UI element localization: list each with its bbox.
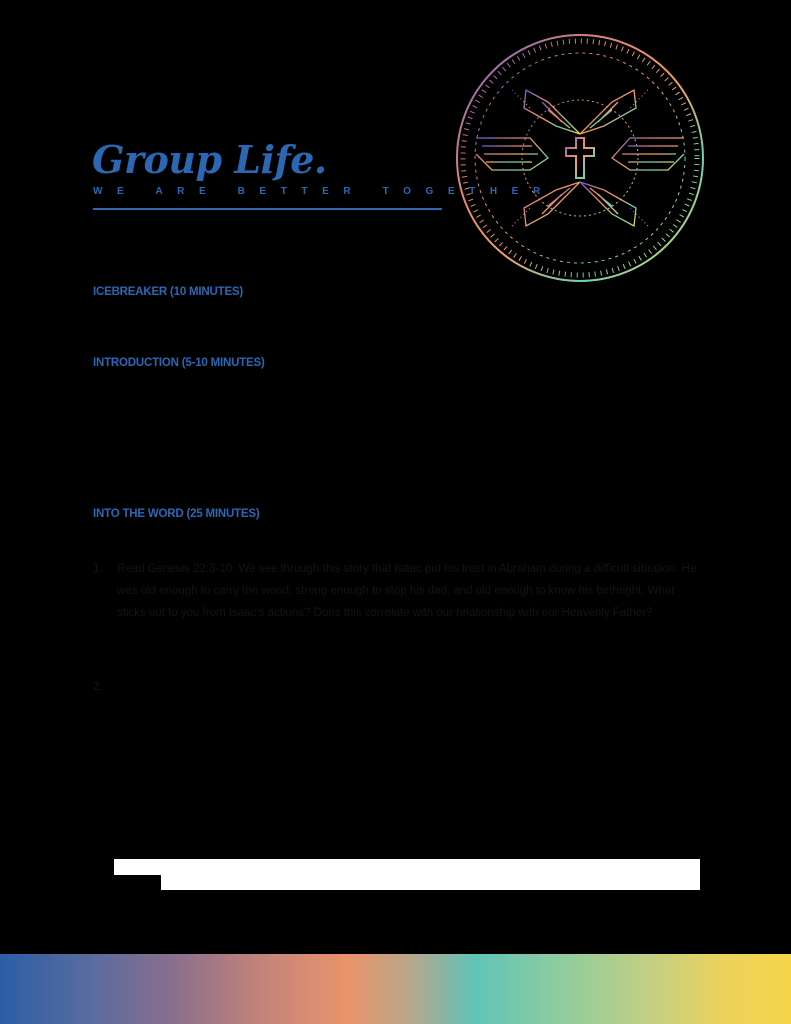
brand-subtitle: WE ARE BETTER TOGETHER <box>93 186 555 197</box>
blank-text-block <box>161 874 700 890</box>
blank-text-block <box>114 859 700 875</box>
into-the-word-heading: INTO THE WORD (25 MINUTES) <box>93 508 260 520</box>
brand-divider <box>93 208 442 210</box>
footer-gradient-band <box>0 954 791 1024</box>
icebreaker-heading: ICEBREAKER (10 MINUTES) <box>93 286 244 298</box>
question-number: 1. <box>93 563 103 575</box>
question-item <box>93 558 703 624</box>
brand-title: Group Life. <box>92 137 327 182</box>
question-text: Read Genesis 22:3-10. We see through this story that Isaac put his trust in Abraham during a difficult situation. He was old enough to carry the wood, strong enough to stop his dad, and old enough to know his birthright. What sticks out to you from Isaac’s actions? Does this correlate with our relationship with our Heavenly Father? <box>117 563 697 619</box>
question-number: 2. <box>93 681 103 693</box>
question-list <box>93 558 703 693</box>
group-life-emblem-icon <box>452 30 708 286</box>
introduction-heading: INTRODUCTION (5-10 MINUTES) <box>93 357 265 369</box>
